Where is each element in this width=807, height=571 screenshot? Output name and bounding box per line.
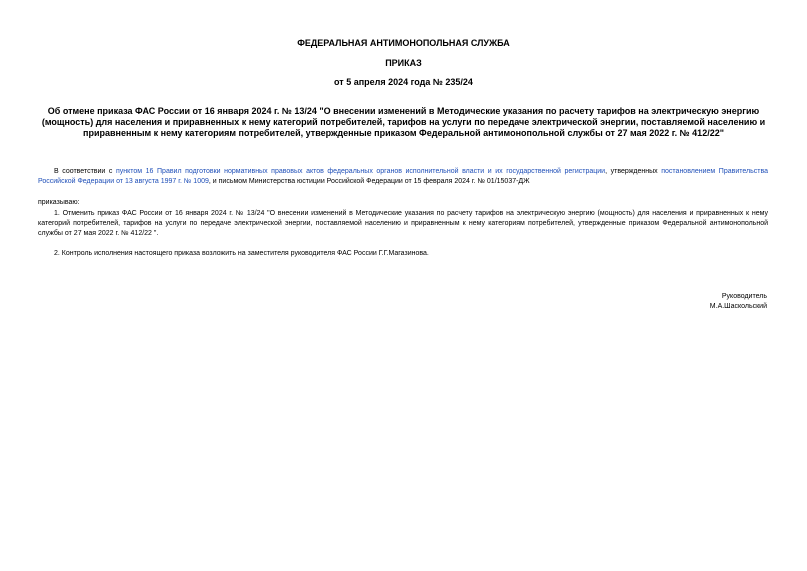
order-item-1: 1. Отменить приказ ФАС России от 16 января 2024 г. № 13/24 "О внесении изменений в Методические указания по расчету тарифов на электрическую энергию (мощность) для населения и приравненных к нему категорий потребителей, тарифов на услуги по передаче электрической энергии, поставляемой населению и приравненным к нему категориям потребителей, утвержденные приказом Федеральной антимонопольной службы от 27 мая 2022 г. № 412/22 ". <box>38 210 768 237</box>
basis-paragraph <box>38 167 768 187</box>
document-type: ПРИКАЗ <box>385 58 422 68</box>
order-item-2: 2. Контроль исполнения настоящего приказа возложить на заместителя руководителя ФАС России Г.Г.Магазинова. <box>54 250 429 257</box>
basis-suffix: , и письмом Министерства юстиции Российской Федерации от 15 февраля 2024 г. № 01/15037-ДЖ <box>208 178 530 185</box>
document-date: от 5 апреля 2024 года № 235/24 <box>334 77 473 87</box>
resolution-link[interactable]: постановлением Правительства Российской Федерации от 13 августа 1997 г. № 1009 <box>38 168 768 185</box>
document-heading: Об отмене приказа ФАС России от 16 января 2024 г. № 13/24 "О внесении изменений в Методические указания по расчету тарифов на электрическую энергию (мощность) для населения и приравненных к нему категорий потребителей, тарифов на услуги по передаче электрической энергии, поставляемой населению и приравненным к нему категориям потребителей, утвержденные приказом Федеральной антимонопольной службы от 27 мая 2022 г. № 412/22" <box>41 106 766 138</box>
signature-role: Руководитель <box>721 293 767 300</box>
rules-link[interactable]: пунктом 16 Правил подготовки нормативных правовых актов федеральных органов исполнительной власти и их государственной регистрации <box>115 168 606 175</box>
orders-word: приказываю: <box>38 199 80 206</box>
basis-prefix: В соответствии с <box>54 168 116 175</box>
organization-title: ФЕДЕРАЛЬНАЯ АНТИМОНОПОЛЬНАЯ СЛУЖБА <box>297 38 510 48</box>
basis-middle: , утвержденных <box>605 168 662 175</box>
signature-name: М.А.Шаскольский <box>709 303 767 310</box>
